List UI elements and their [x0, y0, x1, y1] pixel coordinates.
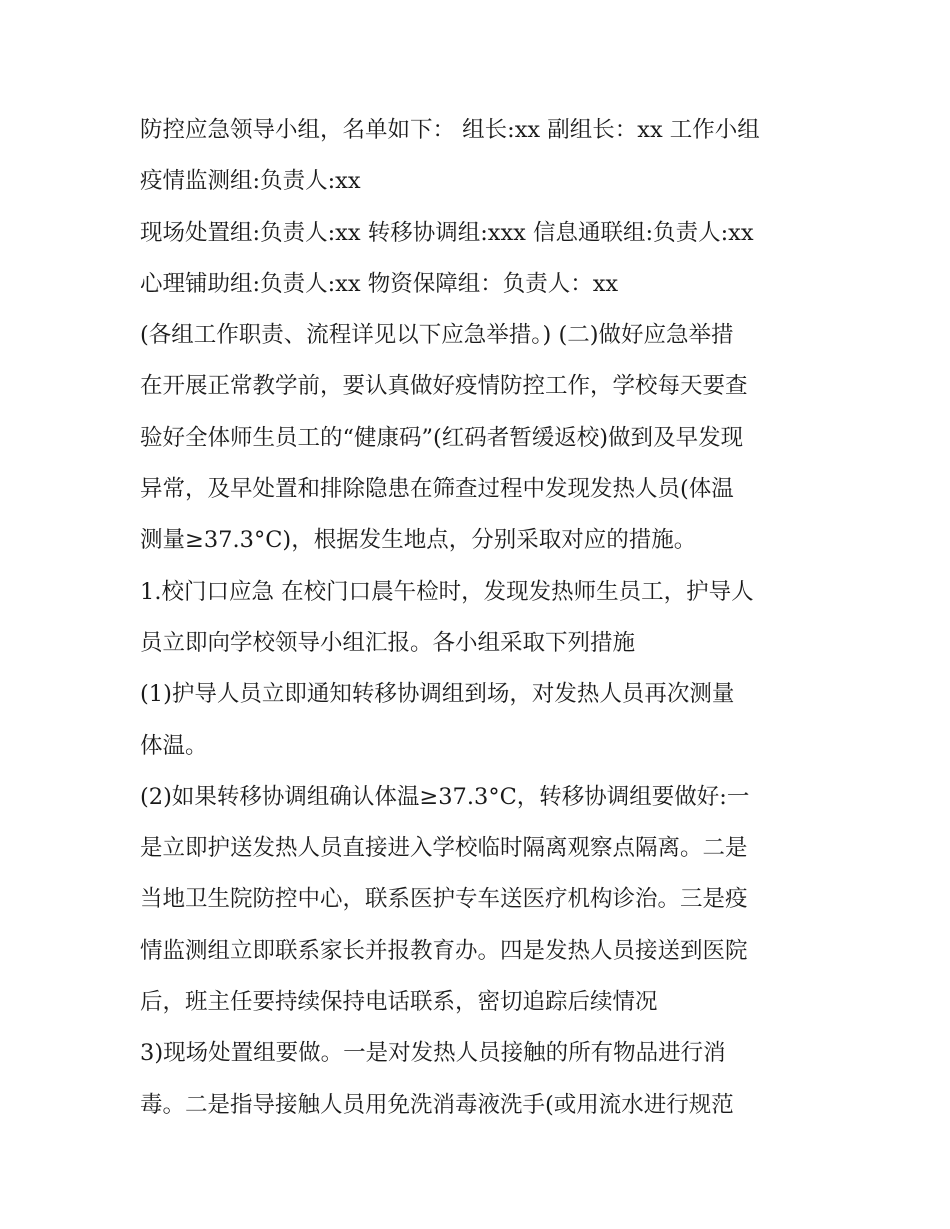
text-line: 情监测组立即联系家长并报教育办。四是发热人员接送到医院 — [140, 937, 748, 964]
text-line: 疫情监测组:负责人:xx — [140, 168, 361, 195]
text-line: 3)现场处置组要做。一是对发热人员接触的所有物品进行消 — [140, 1040, 726, 1067]
document-body — [140, 105, 830, 1131]
text-line: 1.校门口应急 在校门口晨午检时，发现发热师生员工，护导人 — [140, 578, 754, 605]
text-line: 当地卫生院防控中心，联系医护专车送医疗机构诊治。三是疫 — [140, 886, 748, 913]
text-line: 测量≥37.3°C)，根据发生地点，分别采取对应的措施。 — [140, 527, 697, 554]
text-line: (2)如果转移协调组确认体温≥37.3°C，转移协调组要做好:一 — [140, 783, 750, 810]
text-line: 毒。二是指导接触人员用免洗消毒液洗手(或用流水进行规范 — [140, 1091, 734, 1118]
text-line: 现场处置组:负责人:xx 转移协调组:xxx 信息通联组:负责人:xx — [140, 219, 754, 246]
text-line: (各组工作职责、流程详见以下应急举措。) (二)做好应急举措 — [140, 322, 734, 349]
text-line: 后，班主任要持续保持电话联系，密切追踪后续情况 — [140, 989, 658, 1016]
text-line: 在开展正常教学前，要认真做好疫情防控工作，学校每天要查 — [140, 373, 748, 400]
text-line: 心理铺助组:负责人:xx 物资保障组：负责人：xx — [140, 270, 619, 297]
text-line: 员立即向学校领导小组汇报。各小组采取下列措施 — [140, 629, 636, 656]
text-line: 防控应急领导小组，名单如下： 组长:xx 副组长：xx 工作小组 — [140, 117, 760, 143]
text-line: 验好全体师生员工的“健康码”(红码者暂缓返校)做到及早发现 — [140, 424, 744, 451]
text-line: 体温。 — [140, 732, 208, 759]
text-line: (1)护导人员立即通知转移协调组到场，对发热人员再次测量 — [140, 681, 735, 708]
text-line: 是立即护送发热人员直接进入学校临时隔离观察点隔离。二是 — [140, 835, 748, 862]
text-line: 异常，及早处置和排除隐患在筛查过程中发现发热人员(体温 — [140, 476, 734, 503]
